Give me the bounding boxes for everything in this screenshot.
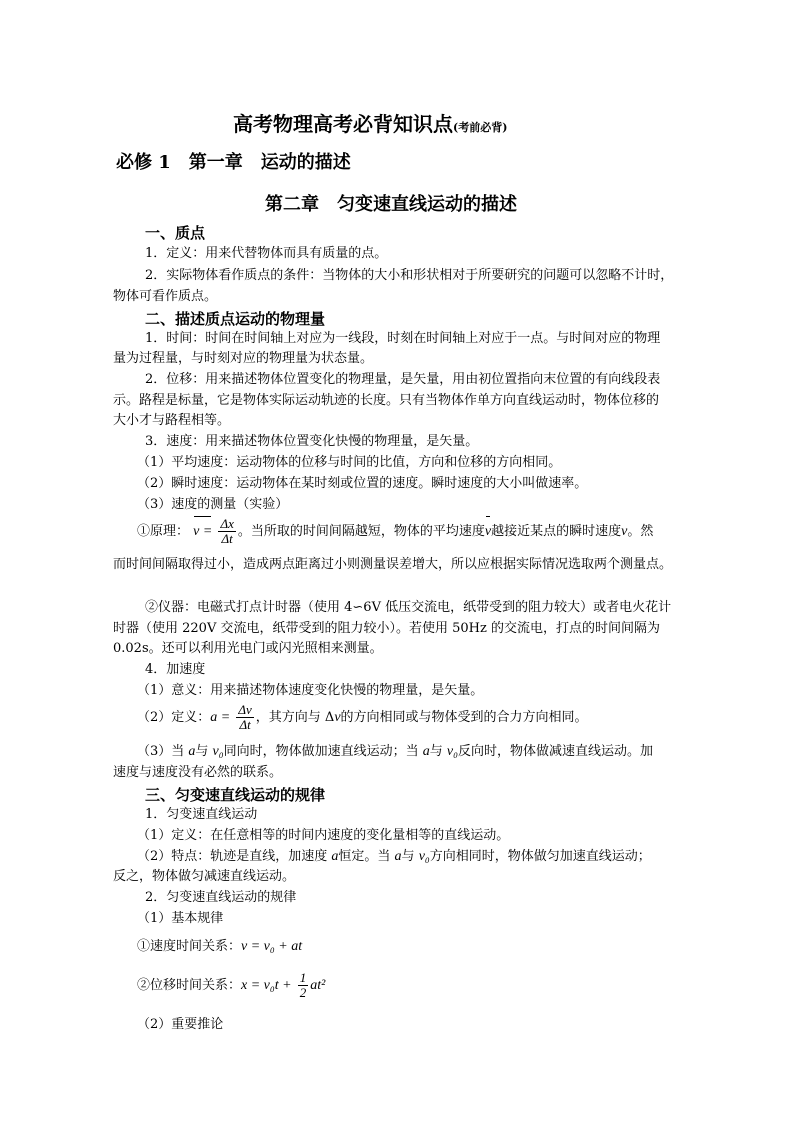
average-velocity-symbol: v =	[193, 517, 212, 547]
paragraph: 速度与速度没有必然的联系。	[113, 765, 283, 780]
principle-line: ①原理： v = $\frac{\Delta x}{\Delta t}$ 。当所取的时间间隔越短，物体的平均速度v越接近某点的瞬时速度v。然	[137, 516, 654, 546]
document-title: 高考物理高考必背知识点(考前必背)	[233, 112, 508, 136]
paragraph: （2）特点：轨迹是直线，加速度 a恒定。当 a与 v₀方向相同时，物体做匀加速直线运动；	[137, 849, 651, 864]
paragraph: （3）速度的测量（实验）	[137, 497, 289, 512]
paragraph: 示。路程是标量，它是物体实际运动轨迹的长度。只有当物体作单方向直线运动时，物体位移的	[113, 393, 660, 408]
velocity-formula: v = v₀ + at	[241, 939, 303, 954]
paragraph: 4．加速度	[145, 662, 206, 677]
displacement-time-relation: ②位移时间关系：x = v₀t + $\frac{1}{2}$ at²	[137, 970, 326, 1000]
section-heading-2: 二、描述质点运动的物理量	[145, 310, 326, 328]
paragraph: 而时间间隔取得过小，造成两点距离过小则测量误差增大，所以应根据实际情况选取两个测量点。	[113, 557, 673, 572]
paragraph: 时器（使用 220V 交流电，纸带受到的阻力较小）。若使用 50Hz 的交流电，打点的时间间隔为	[113, 621, 660, 636]
paragraph: 2．匀变速直线运动的规律	[145, 890, 297, 905]
paragraph: 反之，物体做匀减速直线运动。	[113, 869, 296, 884]
acceleration-fraction: $\frac{\Delta v}{\Delta t}$	[238, 702, 252, 732]
paragraph: 物体可看作质点。	[113, 289, 218, 304]
paragraph: 量为过程量，与时刻对应的物理量为状态量。	[113, 351, 374, 366]
paragraph: ②仪器：电磁式打点计时器（使用 4∽6V 低压交流电，纸带受到的阻力较大）或者电火花计	[145, 600, 672, 615]
velocity-time-relation: ①速度时间关系：v = v₀ + at	[137, 939, 303, 954]
paragraph: 1．匀变速直线运动	[145, 807, 258, 822]
velocity-fraction: $\frac{\Delta x}{\Delta t}$	[220, 516, 234, 546]
paragraph: （1）基本规律	[137, 911, 224, 926]
paragraph: （1）定义：在任意相等的时间内速度的变化量相等的直线运动。	[137, 828, 510, 843]
paragraph: 大小才与路程相等。	[113, 413, 231, 428]
paragraph: （1）意义：用来描述物体速度变化快慢的物理量，是矢量。	[137, 683, 484, 698]
paragraph: 1．定义：用来代替物体而具有质量的点。	[145, 246, 388, 261]
paragraph: 3．速度：用来描述物体位置变化快慢的物理量，是矢量。	[145, 434, 479, 449]
paragraph: （2）重要推论	[137, 1017, 224, 1032]
paragraph: 0.02s。还可以利用光电门或闪光照相来测量。	[113, 641, 383, 656]
paragraph: （2）瞬时速度：运动物体在某时刻或位置的速度。瞬时速度的大小叫做速率。	[137, 476, 588, 491]
acceleration-definition: （2）定义：a = $\frac{\Delta v}{\Delta t}$ ，其方向与 Δv的方向相同或与物体受到的合力方向相同。	[137, 702, 588, 732]
chapter-heading: 第二章 匀变速直线运动的描述	[265, 194, 517, 215]
paragraph: 1．时间：时间在时间轴上对应为一线段，时刻在时间轴上对应于一点。与时间对应的物理	[145, 331, 661, 346]
paragraph: （1）平均速度：运动物体的位移与时间的比值，方向和位移的方向相同。	[137, 455, 562, 470]
module-heading: 必修 1 第一章 运动的描述	[116, 152, 351, 173]
half-fraction: $\frac{1}{2}$	[299, 970, 307, 1000]
title-note: (考前必背)	[453, 121, 508, 134]
paragraph: 2．位移：用来描述物体位置变化的物理量，是矢量，用由初位置指向末位置的有向线段表	[145, 372, 661, 387]
section-heading-1: 一、质点	[145, 224, 206, 242]
paragraph: 2．实际物体看作质点的条件：当物体的大小和形状相对于所要研究的问题可以忽略不计时，	[145, 268, 674, 283]
section-heading-3: 三、匀变速直线运动的规律	[145, 786, 326, 804]
paragraph: （3）当 a与 v₀同向时，物体做加速直线运动；当 a与 v₀反向时，物体做减速直线运动。加	[137, 744, 654, 759]
